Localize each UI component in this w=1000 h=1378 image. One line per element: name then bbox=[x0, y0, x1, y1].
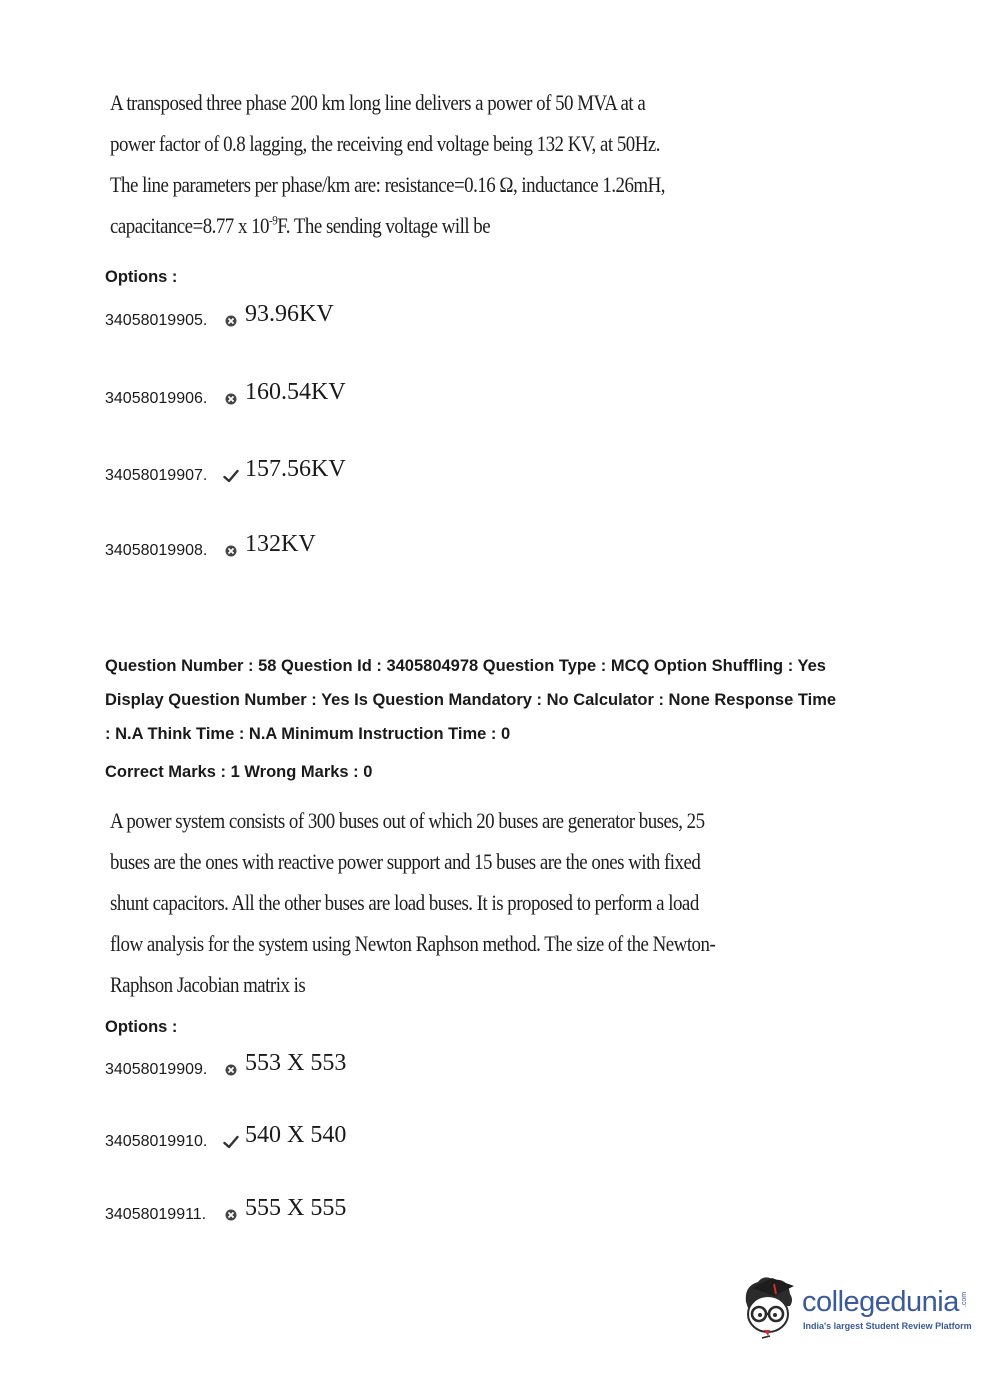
cross-icon bbox=[223, 314, 239, 328]
checkmark-icon bbox=[223, 469, 239, 483]
brand-domain: .com bbox=[961, 1291, 969, 1308]
marks-line: Correct Marks : 1 Wrong Marks : 0 bbox=[105, 763, 373, 781]
option-value: 132KV bbox=[245, 531, 316, 557]
option-value: 553 X 553 bbox=[245, 1050, 347, 1076]
checkmark-icon bbox=[223, 1135, 239, 1149]
question-meta-line: : N.A Think Time : N.A Minimum Instruction Time : 0 bbox=[105, 725, 511, 743]
question-text-part: capacitance=8.77 x 10 bbox=[110, 213, 270, 238]
cross-icon bbox=[223, 544, 239, 558]
cross-icon bbox=[223, 392, 239, 406]
option-id: 34058019908. bbox=[105, 542, 208, 559]
collegedunia-mascot-logo bbox=[738, 1272, 798, 1352]
question-text-line: power factor of 0.8 lagging, the receiving end voltage being 132 KV, at 50Hz. bbox=[110, 131, 660, 156]
question-text-part: F. The sending voltage will be bbox=[277, 213, 491, 238]
brand-name: collegedunia bbox=[802, 1286, 959, 1318]
question-text-line: A power system consists of 300 buses out of which 20 buses are generator buses, 25 bbox=[110, 808, 705, 833]
question-text-line bbox=[110, 213, 490, 239]
question-text-line: The line parameters per phase/km are: resistance=0.16 Ω, inductance 1.26mH, bbox=[110, 172, 665, 197]
options-label: Options : bbox=[105, 1018, 178, 1036]
option-value: 93.96KV bbox=[245, 301, 334, 327]
question-meta-line: Question Number : 58 Question Id : 3405804978 Question Type : MCQ Option Shuffling : Yes bbox=[105, 657, 826, 675]
option-id: 34058019906. bbox=[105, 390, 208, 407]
option-id: 34058019911. bbox=[105, 1206, 207, 1223]
question-text-line: buses are the ones with reactive power support and 15 buses are the ones with fixed bbox=[110, 849, 701, 874]
option-value: 555 X 555 bbox=[245, 1195, 347, 1221]
option-value: 160.54KV bbox=[245, 379, 346, 405]
option-id: 34058019909. bbox=[105, 1061, 208, 1078]
question-meta-line: Display Question Number : Yes Is Question Mandatory : No Calculator : None Response Time bbox=[105, 691, 837, 709]
exponent: -9 bbox=[269, 212, 278, 228]
option-value: 540 X 540 bbox=[245, 1122, 347, 1148]
options-label: Options : bbox=[105, 268, 178, 286]
option-id: 34058019907. bbox=[105, 467, 208, 484]
option-id: 34058019905. bbox=[105, 312, 208, 329]
option-id: 34058019910. bbox=[105, 1133, 208, 1150]
cross-icon bbox=[223, 1063, 239, 1077]
question-text-line: A transposed three phase 200 km long line delivers a power of 50 MVA at a bbox=[110, 90, 646, 115]
option-value: 157.56KV bbox=[245, 456, 346, 482]
cross-icon bbox=[223, 1208, 239, 1222]
question-text-line: shunt capacitors. All the other buses are load buses. It is proposed to perform a load bbox=[110, 890, 699, 915]
question-text-line: flow analysis for the system using Newton Raphson method. The size of the Newton- bbox=[110, 931, 716, 956]
question-text-line: Raphson Jacobian matrix is bbox=[110, 972, 306, 997]
brand-tagline: India's largest Student Review Platform bbox=[803, 1321, 972, 1331]
